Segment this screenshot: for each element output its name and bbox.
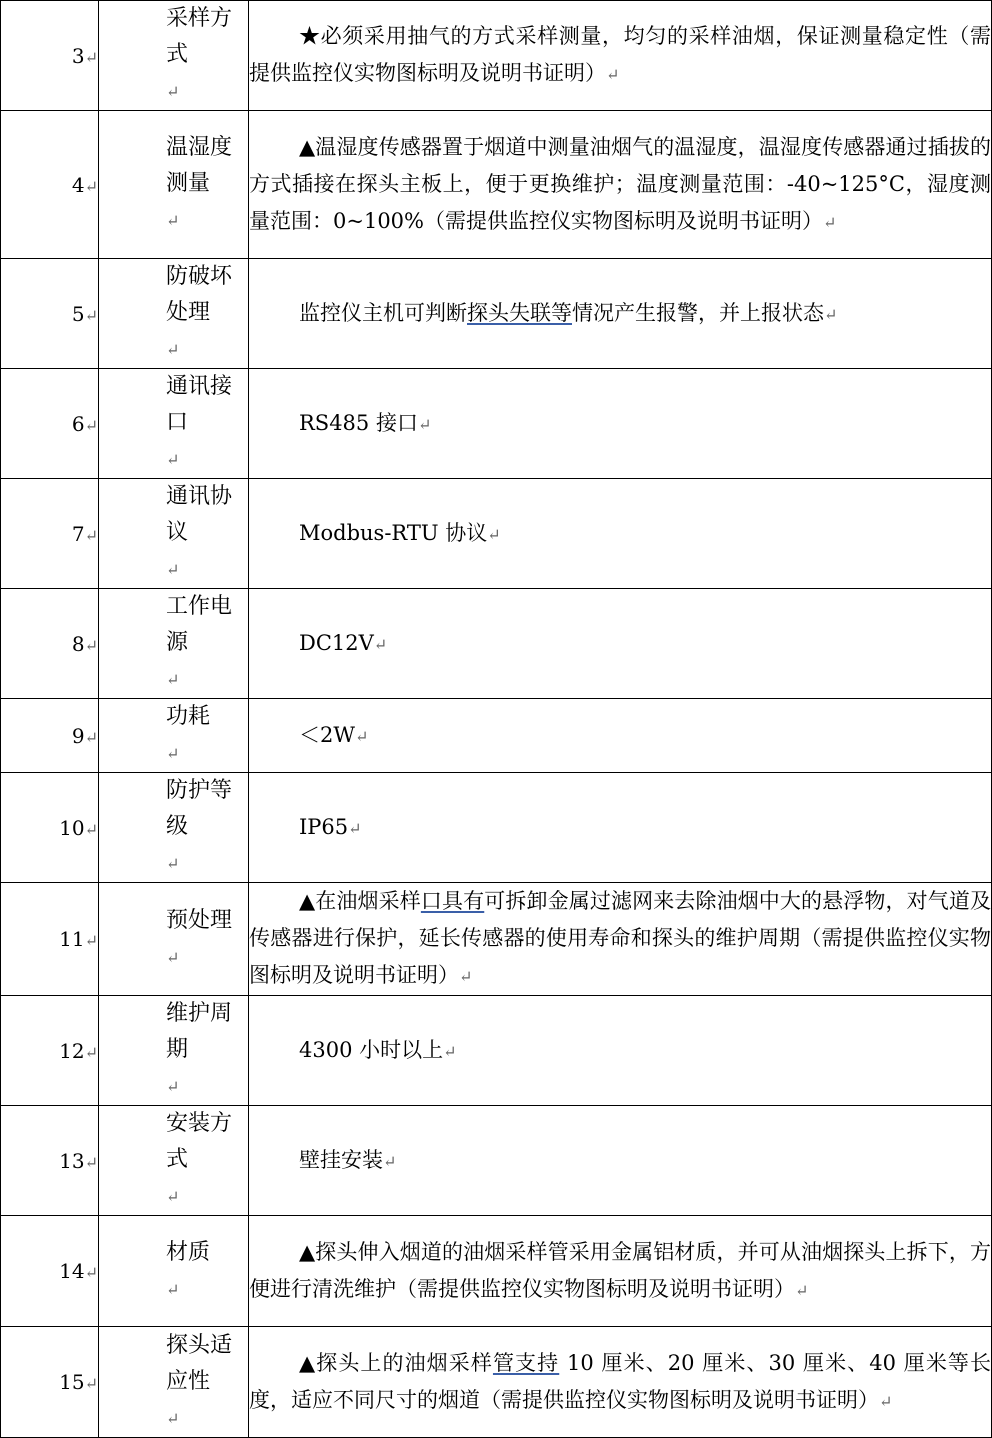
row-number: 4↵ bbox=[1, 111, 99, 259]
item-name: 温湿度测量↵ bbox=[99, 111, 249, 259]
table-row bbox=[1, 589, 992, 699]
item-name: 通讯协议↵ bbox=[99, 479, 249, 589]
row-number: 3↵ bbox=[1, 1, 99, 111]
row-number: 10↵ bbox=[1, 773, 99, 883]
row-number: 8↵ bbox=[1, 589, 99, 699]
table-row bbox=[1, 699, 992, 773]
row-number: 5↵ bbox=[1, 259, 99, 369]
requirement: ★必须采用抽气的方式采样测量，均匀的采样油烟，保证测量稳定性（需提供监控仪实物图标明及说明书证明）↵ bbox=[249, 1, 992, 111]
table-row bbox=[1, 996, 992, 1106]
table-row bbox=[1, 259, 992, 369]
requirement: ▲在油烟采样口具有可拆卸金属过滤网来去除油烟中大的悬浮物，对气道及传感器进行保护，延长传感器的使用寿命和探头的维护周期（需提供监控仪实物图标明及说明书证明）↵ bbox=[249, 883, 992, 996]
item-name: 工作电源↵ bbox=[99, 589, 249, 699]
requirement: 4300 小时以上↵ bbox=[249, 996, 992, 1106]
item-name: 采样方式↵ bbox=[99, 1, 249, 111]
requirement: ▲探头伸入烟道的油烟采样管采用金属铝材质，并可从油烟探头上拆下，方便进行清洗维护（需提供监控仪实物图标明及说明书证明）↵ bbox=[249, 1216, 992, 1327]
item-name: 通讯接口↵ bbox=[99, 369, 249, 479]
table-row bbox=[1, 1106, 992, 1216]
row-number: 12↵ bbox=[1, 996, 99, 1106]
requirement: ▲温湿度传感器置于烟道中测量油烟气的温湿度，温湿度传感器通过插拔的方式插接在探头主板上，便于更换维护；温度测量范围：-40~125°C，湿度测量范围：0~100%（需提供监控仪实物图标明及说明书证明）↵ bbox=[249, 111, 992, 259]
requirement: RS485 接口↵ bbox=[249, 369, 992, 479]
table-row bbox=[1, 1, 992, 111]
item-name: 安装方式↵ bbox=[99, 1106, 249, 1216]
row-number: 6↵ bbox=[1, 369, 99, 479]
table-row bbox=[1, 773, 992, 883]
item-name: 探头适应性↵ bbox=[99, 1327, 249, 1438]
table-row bbox=[1, 369, 992, 479]
item-name: 功耗↵ bbox=[99, 699, 249, 773]
requirement: IP65↵ bbox=[249, 773, 992, 883]
row-number: 14↵ bbox=[1, 1216, 99, 1327]
item-name: 维护周期↵ bbox=[99, 996, 249, 1106]
requirement: ＜2W↵ bbox=[249, 699, 992, 773]
table-row bbox=[1, 883, 992, 996]
row-number: 9↵ bbox=[1, 699, 99, 773]
item-name: 防护等级↵ bbox=[99, 773, 249, 883]
requirement: Modbus-RTU 协议↵ bbox=[249, 479, 992, 589]
table-row bbox=[1, 1216, 992, 1327]
row-number: 7↵ bbox=[1, 479, 99, 589]
item-name: 防破坏处理↵ bbox=[99, 259, 249, 369]
requirement: DC12V↵ bbox=[249, 589, 992, 699]
item-name: 材质↵ bbox=[99, 1216, 249, 1327]
item-name: 预处理↵ bbox=[99, 883, 249, 996]
table-row bbox=[1, 479, 992, 589]
table-row bbox=[1, 1327, 992, 1438]
row-number: 11↵ bbox=[1, 883, 99, 996]
table-row bbox=[1, 111, 992, 259]
requirement: 监控仪主机可判断探头失联等情况产生报警，并上报状态↵ bbox=[249, 259, 992, 369]
requirement: ▲探头上的油烟采样管支持 10 厘米、20 厘米、30 厘米、40 厘米等长度，适应不同尺寸的烟道（需提供监控仪实物图标明及说明书证明）↵ bbox=[249, 1327, 992, 1438]
requirement: 壁挂安装↵ bbox=[249, 1106, 992, 1216]
row-number: 15↵ bbox=[1, 1327, 99, 1438]
row-number: 13↵ bbox=[1, 1106, 99, 1216]
